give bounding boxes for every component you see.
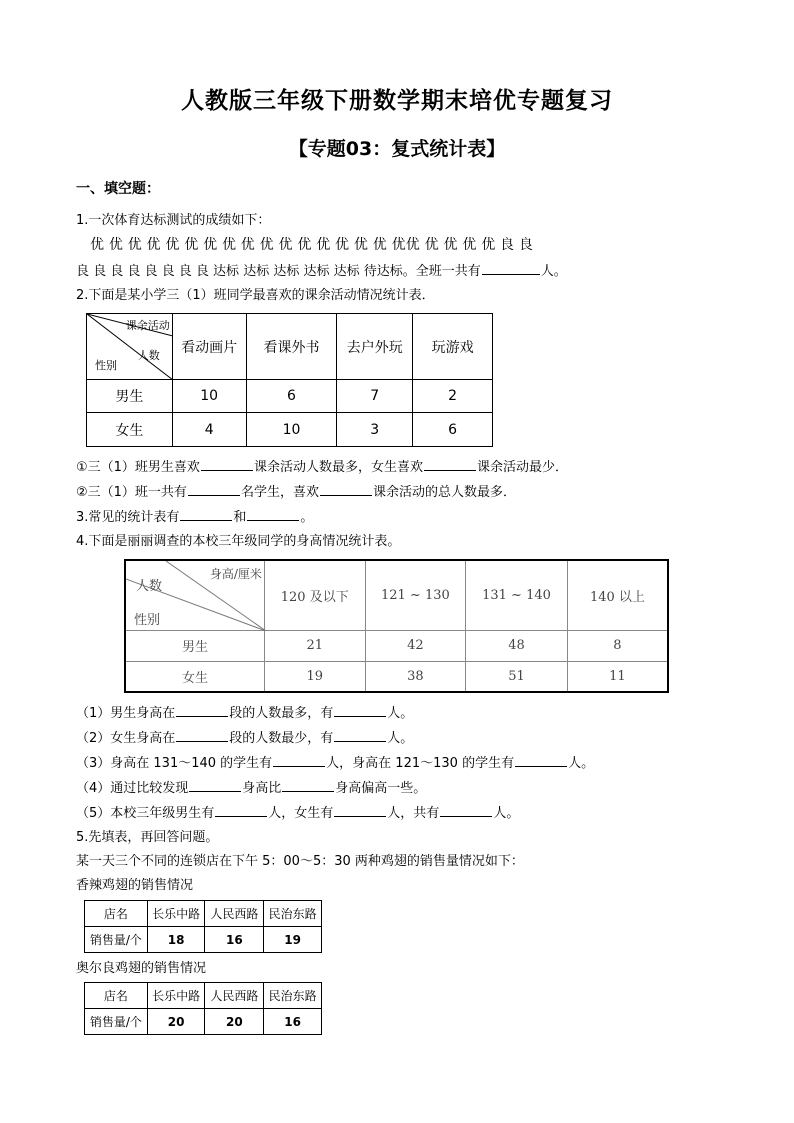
table-row xyxy=(125,661,668,692)
row-label: 女生 xyxy=(125,661,264,692)
col-header: 看动画片 xyxy=(172,314,246,380)
q4-sub-text: （3）身高在 131～140 的学生有 xyxy=(76,756,273,771)
activity-table xyxy=(86,313,493,447)
corner-label-activity: 课余活动 xyxy=(125,319,170,332)
store-name: 人民西路 xyxy=(205,901,264,927)
answer-blank[interactable] xyxy=(440,804,492,817)
q4-sub-text: 人，身高在 121～130 的学生有 xyxy=(326,756,515,771)
q4-sub4 xyxy=(76,779,426,798)
col-header: 131 ~ 140 xyxy=(466,560,568,630)
orleans-wings-table xyxy=(84,982,322,1035)
q2-sub2-text: 课余活动的总人数最多． xyxy=(372,485,516,500)
table-cell: 7 xyxy=(337,380,413,413)
q1-grades-row1: 优 优 优 优 优 优 优 优 优 优 优 优 优 优 优 优 优优 优 优 优 优 良 良 xyxy=(90,237,534,253)
answer-blank[interactable] xyxy=(515,754,567,767)
q4-intro: 4.下面是丽丽调查的本校三年级同学的身高情况统计表。 xyxy=(76,534,401,549)
answer-blank[interactable] xyxy=(189,779,241,792)
corner-label-count: 人数 xyxy=(137,349,160,362)
table-row xyxy=(87,380,493,413)
q2-sub2 xyxy=(76,483,516,502)
answer-blank[interactable] xyxy=(334,704,386,717)
table-row xyxy=(85,1009,322,1035)
q4-sub-text: （5）本校三年级男生有 xyxy=(76,806,215,821)
answer-blank[interactable] xyxy=(424,458,476,471)
q4-sub1 xyxy=(76,704,413,723)
corner-label-height: 身高/厘米 xyxy=(209,567,262,581)
q2-sub1-text: 课余活动最少． xyxy=(476,460,568,475)
col-label: 店名 xyxy=(85,983,148,1009)
table-cell: 3 xyxy=(337,413,413,447)
q2-sub2-text: 名学生，喜欢 xyxy=(240,485,319,500)
q4-sub-text: 人。 xyxy=(387,731,414,746)
answer-blank[interactable] xyxy=(247,508,299,521)
table-cell: 16 xyxy=(205,927,264,953)
answer-blank[interactable] xyxy=(215,804,267,817)
table-row xyxy=(87,413,493,447)
answer-blank[interactable] xyxy=(188,483,240,496)
q4-sub-text: 人。 xyxy=(493,806,520,821)
q5-intro: 5.先填表，再回答问题。 xyxy=(76,830,219,845)
table-cell: 20 xyxy=(147,1009,205,1035)
store-name: 人民西路 xyxy=(205,983,264,1009)
q5-description: 某一天三个不同的连锁店在下午 5：00～5：30 两种鸡翅的销售量情况如下： xyxy=(76,854,524,869)
answer-blank[interactable] xyxy=(334,804,386,817)
q4-sub-text: 人。 xyxy=(568,756,595,771)
table-cell: 16 xyxy=(264,1009,322,1035)
col-header: 120 及以下 xyxy=(264,560,365,630)
q4-sub3 xyxy=(76,754,594,773)
q4-sub-text: 人，共有 xyxy=(387,806,440,821)
q1-unit: 人。 xyxy=(540,264,567,279)
corner-label-gender: 性别 xyxy=(134,612,161,628)
q3 xyxy=(76,508,313,527)
col-label: 店名 xyxy=(85,901,148,927)
q4-sub-text: 身高偏高一些。 xyxy=(335,781,427,796)
table-cell: 18 xyxy=(147,927,205,953)
q1-grades-row2 xyxy=(76,262,567,281)
store-name: 长乐中路 xyxy=(147,983,205,1009)
corner-label-gender: 性别 xyxy=(95,359,117,372)
answer-blank[interactable] xyxy=(180,508,232,521)
table-row xyxy=(85,927,322,953)
table-cell: 19 xyxy=(264,927,322,953)
section-heading: 一、填空题： xyxy=(76,181,160,197)
answer-blank[interactable] xyxy=(201,458,253,471)
table-cell: 6 xyxy=(246,380,337,413)
table-row xyxy=(125,630,668,661)
col-header: 看课外书 xyxy=(246,314,337,380)
q2-sub1-text: ①三（1）班男生喜欢 xyxy=(76,460,200,475)
table-cell: 6 xyxy=(413,413,493,447)
q2-sub1 xyxy=(76,458,568,477)
row-label: 男生 xyxy=(87,380,173,413)
table-cell: 19 xyxy=(264,661,365,692)
store-name: 民治东路 xyxy=(264,983,322,1009)
answer-blank[interactable] xyxy=(176,704,228,717)
answer-blank[interactable] xyxy=(273,754,325,767)
row-label: 男生 xyxy=(125,630,264,661)
q4-sub-text: （2）女生身高在 xyxy=(76,731,176,746)
answer-blank[interactable] xyxy=(334,729,386,742)
table-cell: 4 xyxy=(172,413,246,447)
answer-blank[interactable] xyxy=(176,729,228,742)
row-label: 女生 xyxy=(87,413,173,447)
q4-sub-text: 身高比 xyxy=(242,781,282,796)
q2-sub2-text: ②三（1）班一共有 xyxy=(76,485,187,500)
col-header: 去户外玩 xyxy=(337,314,413,380)
col-header: 140 以上 xyxy=(567,560,668,630)
q4-sub-text: （1）男生身高在 xyxy=(76,706,176,721)
q2-intro: 2.下面是某小学三（1）班同学最喜欢的课余活动情况统计表． xyxy=(76,288,435,303)
col-header: 玩游戏 xyxy=(413,314,493,380)
spicy-table-title: 香辣鸡翅的销售情况 xyxy=(76,878,194,893)
page-subtitle: 【专题03：复式统计表】 xyxy=(288,138,506,160)
height-table xyxy=(124,559,669,693)
spicy-wings-table xyxy=(84,900,322,953)
table-cell: 11 xyxy=(567,661,668,692)
q1-answer-blank[interactable] xyxy=(482,262,540,275)
table-cell: 2 xyxy=(413,380,493,413)
corner-label-count: 人数 xyxy=(136,579,163,594)
row-label: 销售量/个 xyxy=(85,1009,148,1035)
table-cell: 8 xyxy=(567,630,668,661)
store-name: 长乐中路 xyxy=(147,901,205,927)
q3-text: 。 xyxy=(300,510,314,525)
height-table-corner xyxy=(125,560,264,630)
q4-sub-text: （4）通过比较发现 xyxy=(76,781,189,796)
q4-sub5 xyxy=(76,804,519,823)
table-cell: 10 xyxy=(172,380,246,413)
col-header: 121 ~ 130 xyxy=(365,560,466,630)
activity-table-corner xyxy=(87,314,173,380)
q4-sub-text: 人，女生有 xyxy=(268,806,334,821)
q4-sub-text: 段的人数最多，有 xyxy=(229,706,334,721)
table-cell: 42 xyxy=(365,630,466,661)
q1-intro: 1.一次体育达标测试的成绩如下： xyxy=(76,213,271,228)
q3-text: 和 xyxy=(233,510,247,525)
table-cell: 48 xyxy=(466,630,568,661)
answer-blank[interactable] xyxy=(320,483,372,496)
q4-sub-text: 段的人数最少，有 xyxy=(229,731,334,746)
q1-grades-text: 良 良 良 良 良 良 良 良 达标 达标 达标 达标 达标 待达标。全班一共有 xyxy=(76,264,481,279)
q4-sub2 xyxy=(76,729,413,748)
orleans-table-title: 奥尔良鸡翅的销售情况 xyxy=(76,961,207,976)
q4-sub-text: 人。 xyxy=(387,706,414,721)
table-cell: 10 xyxy=(246,413,337,447)
table-cell: 21 xyxy=(264,630,365,661)
answer-blank[interactable] xyxy=(282,779,334,792)
q3-text: 3.常见的统计表有 xyxy=(76,510,180,525)
table-cell: 51 xyxy=(466,661,568,692)
row-label: 销售量/个 xyxy=(85,927,148,953)
table-cell: 20 xyxy=(205,1009,264,1035)
q2-sub1-text: 课余活动人数最多，女生喜欢 xyxy=(253,460,423,475)
table-cell: 38 xyxy=(365,661,466,692)
store-name: 民治东路 xyxy=(264,901,322,927)
page-title: 人教版三年级下册数学期末培优专题复习 xyxy=(181,88,613,114)
